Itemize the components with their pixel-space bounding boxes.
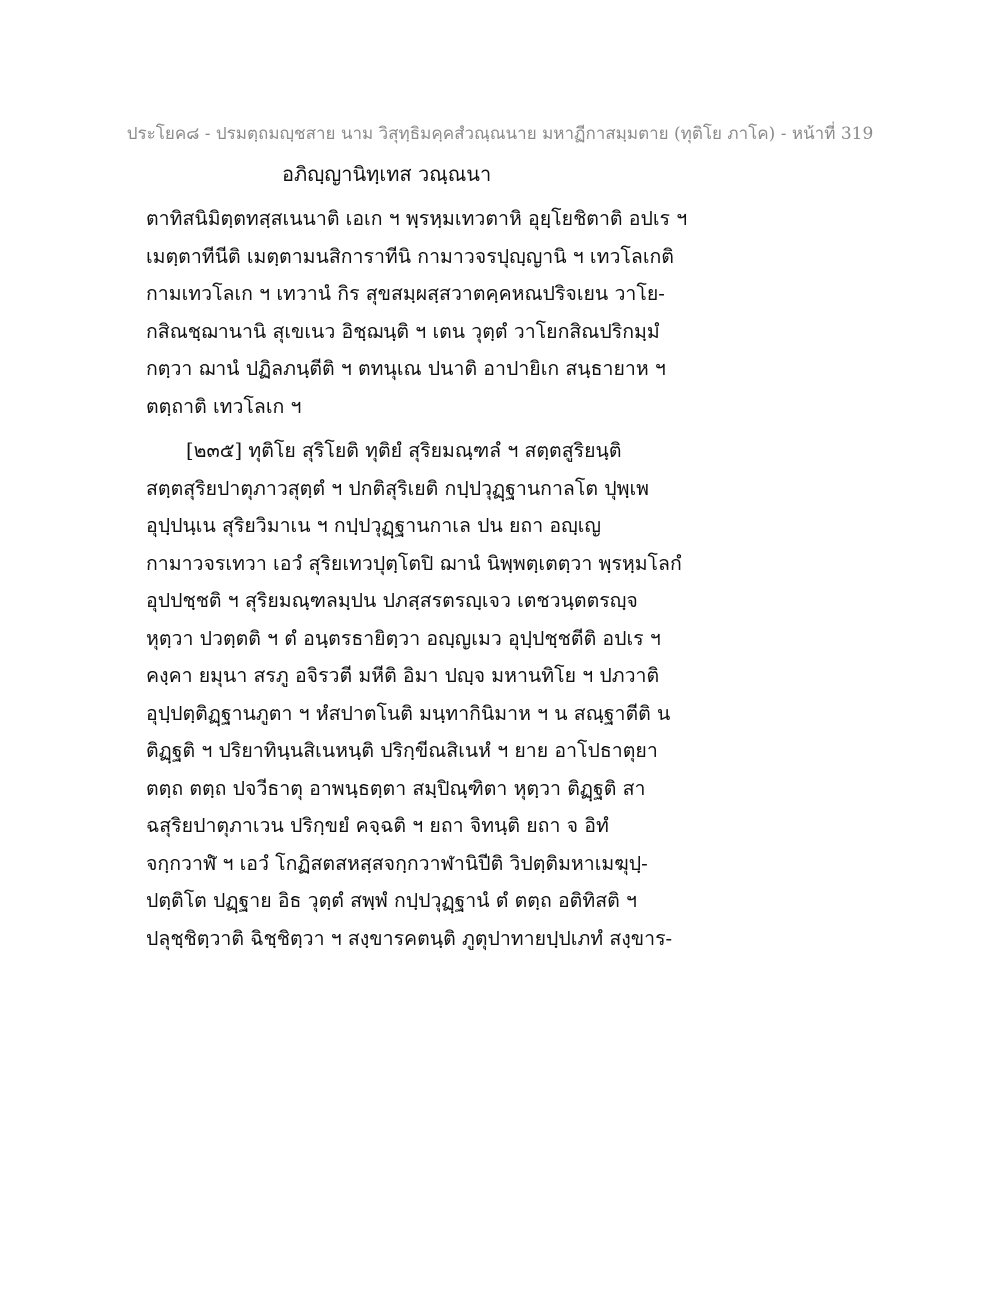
text-line: กามเทวโลเก ฯ เทวานํ กิร สุขสมฺผสฺสวาตคฺคหณปริจเยน วาโย- xyxy=(146,282,665,305)
text-line: อุปปชฺชติ ฯ สุริยมณฺฑลมฺปน ปภสฺสรตรญฺเจว เตชวนฺตตรญฺจ xyxy=(146,589,638,612)
text-line: ปลุชฺชิตฺวาติ ฉิชฺชิตฺวา ฯ สงฺขารคตนฺติ ภูตุปาทายปฺปเภทํ สงฺขาร- xyxy=(146,926,673,950)
text-line: เมตฺตาทีนีติ เมตฺตามนสิการาทีนิ กามาวจรปุญฺญานิ ฯ เทวโลเกติ xyxy=(146,244,674,268)
text-line: กามาวจรเทวา เอวํ สุริยเทวปุตฺโตปิ ฌานํ นิพฺพตฺเตตฺวา พฺรหฺมโลกํ xyxy=(146,551,682,575)
text-line: สตฺตสุริยปาตุภาวสุตฺตํ ฯ ปกติสุริเยติ กปฺปวุฏฺฐานกาลโต ปุพฺเพ xyxy=(146,476,649,500)
text-line: ตตฺถาติ เทวโลเก ฯ xyxy=(146,394,302,418)
paragraph-1 xyxy=(146,200,866,425)
text-line: [๒๓๕] ทุติโย สุริโยติ ทุติยํ สุริยมณฺฑลํ ฯ สตฺตสูริยนฺติ xyxy=(186,439,622,462)
text-line: กสิณชฺฌานานิ สุเขเนว อิชฺฌนฺติ ฯ เตน วุตฺตํ วาโยกสิณปริกมฺมํ xyxy=(146,319,660,343)
body-text xyxy=(146,200,866,957)
paragraph-gap xyxy=(146,425,866,432)
text-line: ตาทิสนิมิตฺตทสฺสเนนาติ เอเก ฯ พฺรหฺมเทวตาหิ อุยฺโยชิตาติ อปเร ฯ xyxy=(146,207,688,230)
text-line: อุปฺปนฺเน สุริยวิมาเน ฯ กปฺปวุฏฺฐานกาเล ปน ยถา อญฺเญ xyxy=(146,514,601,537)
text-line: ติฏฺฐติ ฯ ปริยาทินฺนสิเนหนฺติ ปริกฺขีณสิเนหํ ฯ ยาย อาโปธาตุยา xyxy=(146,739,658,762)
section-heading: อภิญฺญานิทฺเทส วณฺณนา xyxy=(282,162,492,186)
text-line: ปตฺติโต ปฏฺฐาย อิธ วุตฺตํ สพฺพํ กปฺปวุฏฺฐานํ ตํ ตตฺถ อติทิสติ ฯ xyxy=(146,889,637,912)
text-line: คงฺคา ยมุนา สรภู อจิรวตี มหีติ อิมา ปญฺจ มหานทิโย ฯ ปภวาติ xyxy=(146,664,660,687)
text-line: จกฺกวาฬํ ฯ เอวํ โกฏิสตสหสฺสจกฺกวาฬานิปีติ วิปตฺติมหาเมฆุปฺ- xyxy=(146,851,648,875)
paragraph-2 xyxy=(146,432,866,957)
text-line: อุปฺปตฺติฏฺฐานภูตา ฯ หํสปาตโนติ มนฺทากินิมาห ฯ น สณฺฐาตีติ น xyxy=(146,701,671,725)
running-header: ประโยค๘ - ปรมตฺถมญฺชสาย นาม วิสุทฺธิมคฺคสํวณฺณนาย มหาฏีกาสมฺมตาย (ทุติโย ภาโค) - หน้าที่ 319 xyxy=(126,124,874,144)
text-line: ตตฺถ ตตฺถ ปจวีธาตุ อาพนฺธตฺตา สมฺปิณฺฑิตา หุตฺวา ติฏฺฐติ สา xyxy=(146,776,646,800)
text-line: หุตฺวา ปวตฺตติ ฯ ตํ อนฺตรธายิตฺวา อญฺญเมว อุปฺปชฺชตีติ อปเร ฯ xyxy=(146,626,661,650)
text-line: ฉสุริยปาตุภาเวน ปริกฺขยํ คจฺฉติ ฯ ยถา จิทนฺติ ยถา จ อิทํ xyxy=(146,814,609,837)
text-line: กตฺวา ฌานํ ปฏิลภนฺตีติ ฯ ตทนุเณ ปนาติ อาปายิเก สนฺธายาห ฯ xyxy=(146,357,666,380)
